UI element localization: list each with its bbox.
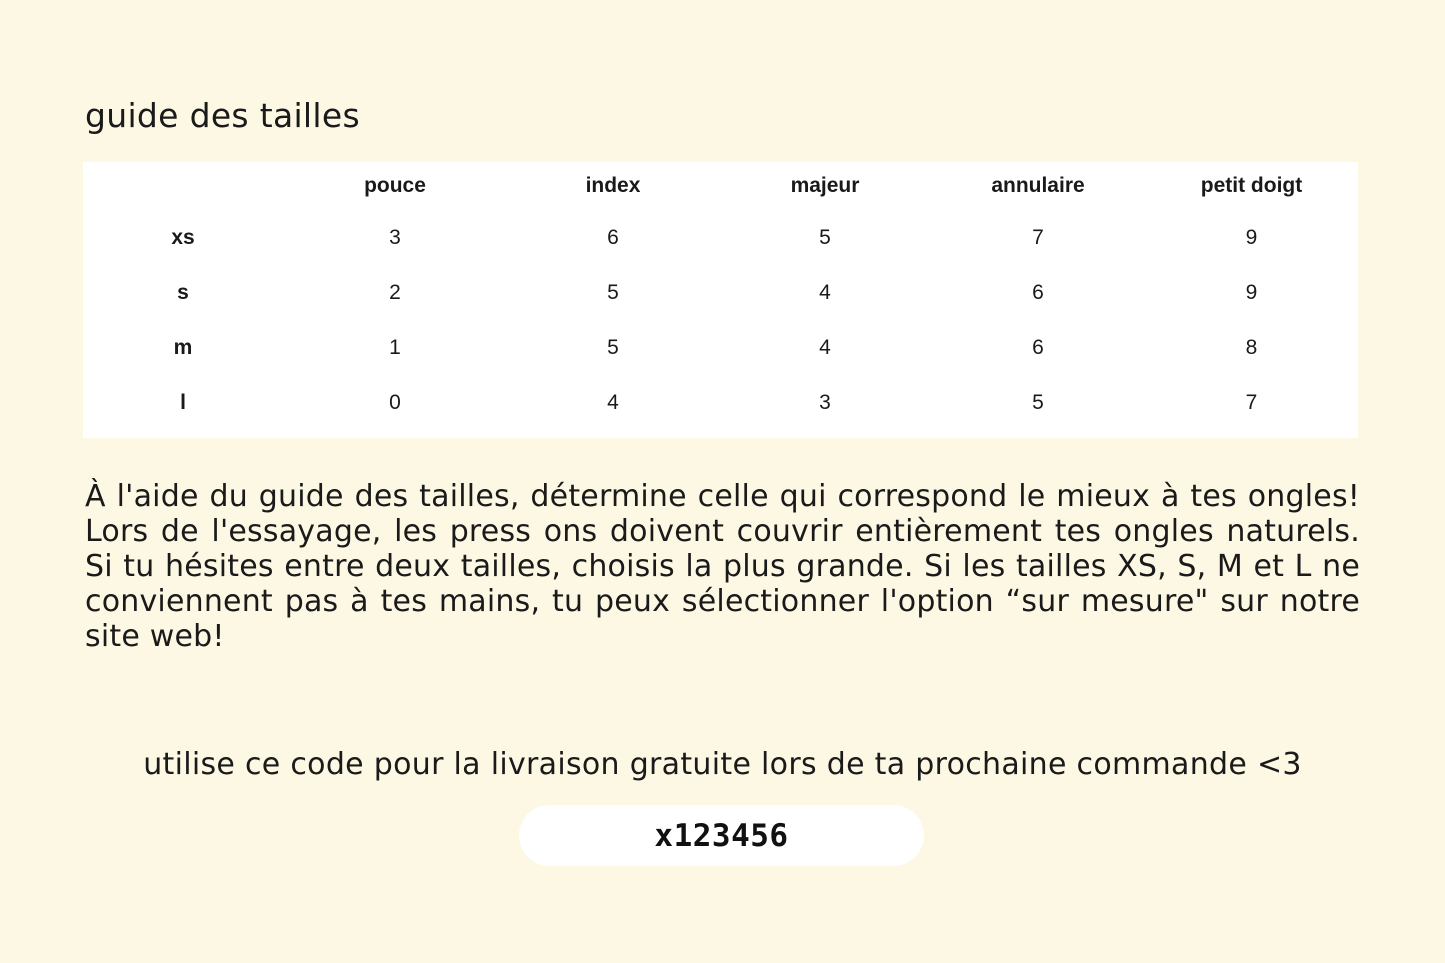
header-petit-doigt: petit doigt — [1200, 174, 1303, 197]
table-cell: 0 — [389, 390, 401, 414]
promo-code[interactable]: x123456 — [654, 817, 789, 854]
size-guide-table — [83, 162, 1358, 430]
header-index: index — [585, 174, 641, 197]
promo-message: utilise ce code pour la livraison gratuite lors de ta prochaine commande <3 — [143, 747, 1302, 782]
table-cell: 3 — [389, 225, 401, 249]
table-cell: 2 — [389, 280, 401, 304]
table-cell: 8 — [1245, 335, 1258, 359]
instructions-paragraph: À l'aide du guide des tailles, détermine celle qui correspond le mieux à tes ongles! Lors de l'essayage, les press ons doivent couvrir entièrement tes ongles naturels. Si tu hésites entre deux tailles, choisis la plus grande. Si les tailles XS, S, M et L ne conviennent pas à tes mains, tu peux sélectionner l'option “sur mesure" sur notre site web! — [85, 479, 1360, 654]
page-title: guide des tailles — [85, 96, 360, 135]
row-size-label: l — [180, 390, 186, 414]
table-cell: 7 — [1245, 390, 1258, 414]
header-pouce: pouce — [364, 174, 426, 197]
table-row — [83, 265, 1358, 320]
table-cell: 7 — [1032, 225, 1044, 249]
table-row — [83, 320, 1358, 375]
table-cell: 4 — [819, 280, 831, 304]
row-size-label: m — [173, 335, 193, 359]
table-header-row — [83, 162, 1358, 210]
table-cell: 6 — [607, 225, 619, 249]
header-corner — [83, 162, 283, 210]
size-guide-table-card — [83, 162, 1358, 438]
table-cell: 1 — [389, 335, 401, 359]
row-size-label: s — [177, 280, 189, 304]
header-majeur: majeur — [790, 174, 860, 197]
table-row — [83, 210, 1358, 265]
table-cell: 6 — [1032, 335, 1044, 359]
table-cell: 5 — [607, 280, 619, 304]
table-cell: 9 — [1245, 280, 1258, 304]
table-cell: 5 — [607, 335, 619, 359]
row-size-label: xs — [171, 225, 195, 249]
table-cell: 9 — [1245, 225, 1258, 249]
table-cell: 4 — [607, 390, 619, 414]
table-cell: 4 — [819, 335, 831, 359]
table-row — [83, 375, 1358, 430]
table-cell: 3 — [819, 390, 831, 414]
table-cell: 5 — [1032, 390, 1044, 414]
promo-code-box[interactable] — [519, 805, 924, 866]
table-cell: 6 — [1032, 280, 1044, 304]
header-annulaire: annulaire — [991, 174, 1085, 197]
table-cell: 5 — [819, 225, 831, 249]
